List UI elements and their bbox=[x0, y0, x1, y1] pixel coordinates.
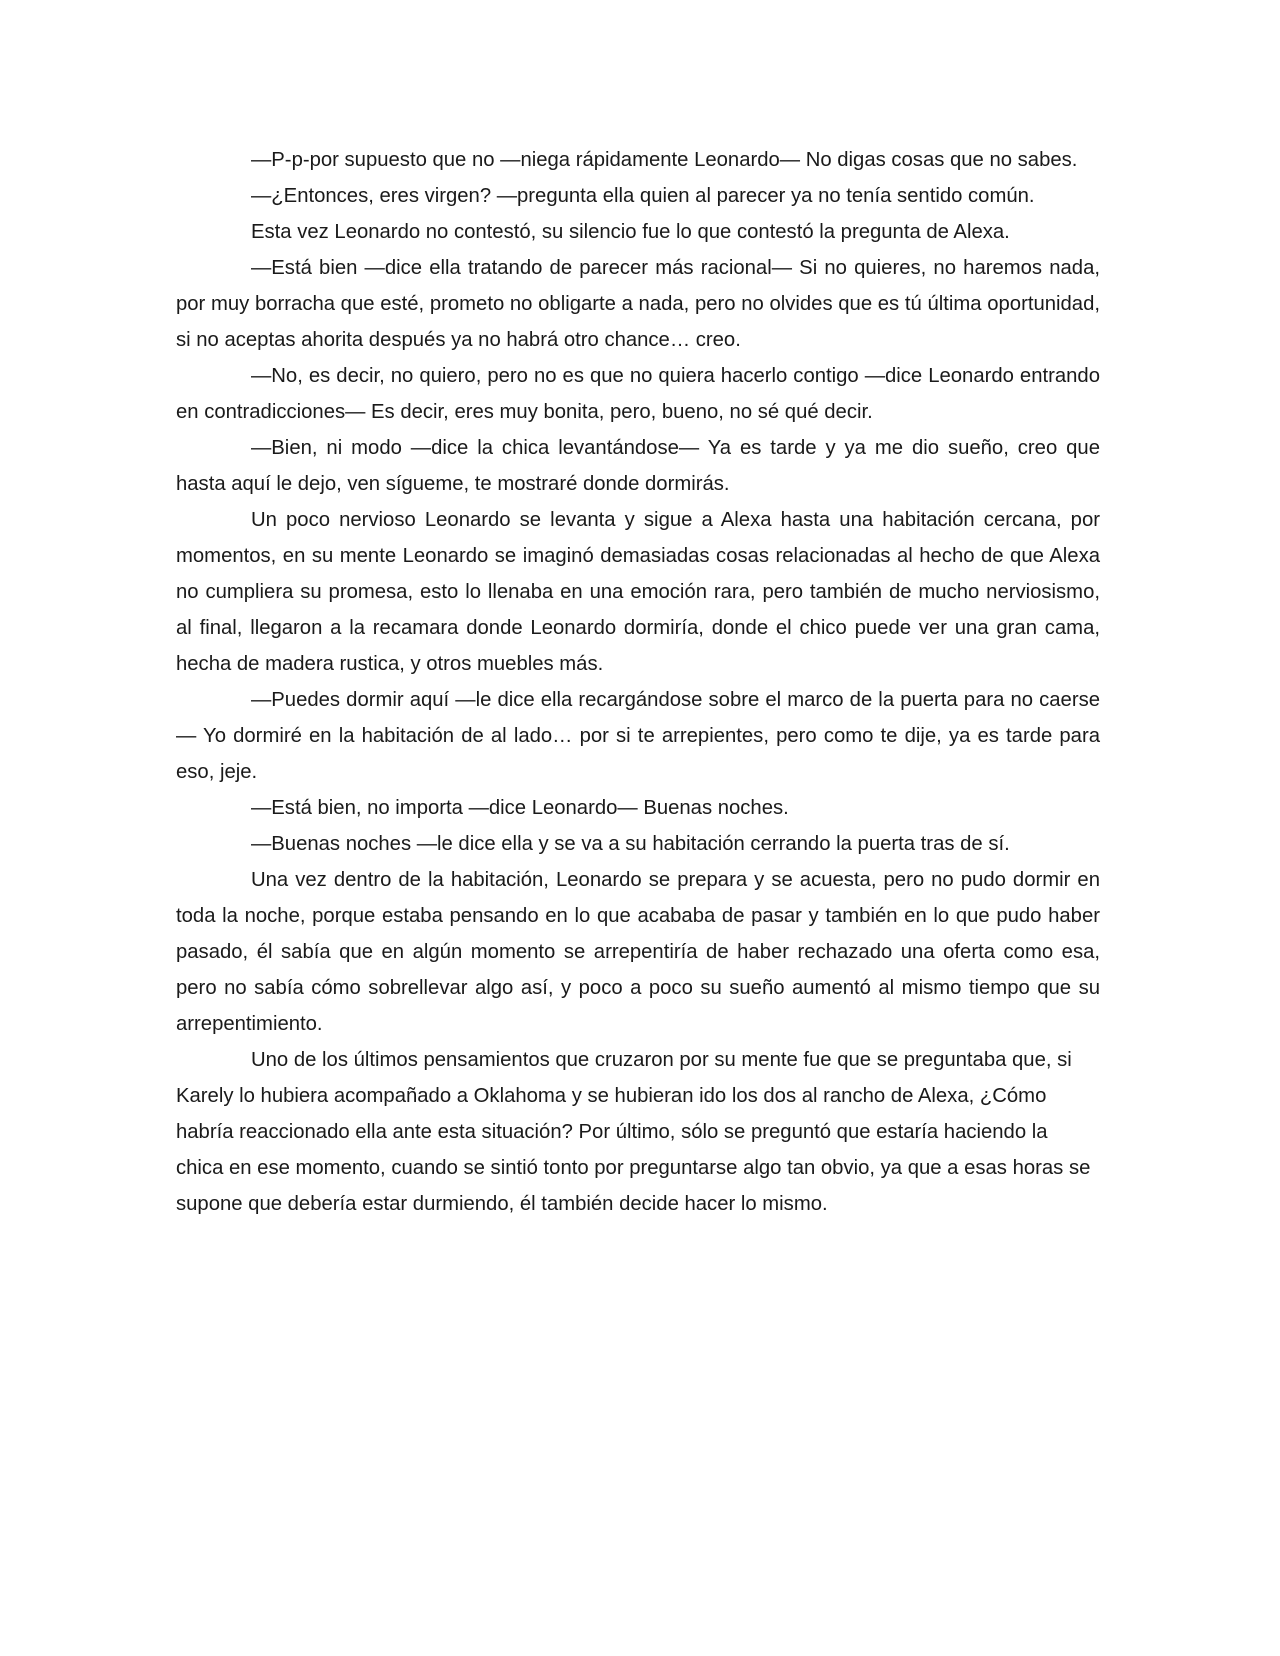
paragraph: Una vez dentro de la habitación, Leonardo se prepara y se acuesta, pero no pudo dormir en toda la noche, porque estaba pensando en lo que acababa de pasar y también en lo que pudo haber pasado, él sabía que en algún momento se arrepentiría de haber rechazado una oferta como esa, pero no sabía cómo sobrellevar algo así, y poco a poco su sueño aumentó al mismo tiempo que su arrepentimiento. bbox=[176, 869, 1100, 1035]
paragraph: —Está bien —dice ella tratando de parecer más racional— Si no quieres, no haremos nada, por muy borracha que esté, prometo no obligarte a nada, pero no olvides que es tú última oportunidad, si no aceptas ahorita después ya no habrá otro chance… creo. bbox=[176, 257, 1100, 351]
paragraph: —Está bien, no importa —dice Leonardo— Buenas noches. bbox=[251, 797, 789, 819]
paragraph: —P-p-por supuesto que no —niega rápidamente Leonardo— No digas cosas que no sabes. bbox=[251, 149, 1078, 171]
paragraph: —Bien, ni modo —dice la chica levantándose— Ya es tarde y ya me dio sueño, creo que hasta aquí le dejo, ven sígueme, te mostraré donde dormirás. bbox=[176, 437, 1100, 495]
paragraph: —Puedes dormir aquí —le dice ella recargándose sobre el marco de la puerta para no caerse— Yo dormiré en la habitación de al lado… por si te arrepientes, pero como te dije, ya es tarde para eso, jeje. bbox=[176, 689, 1100, 783]
paragraph: —¿Entonces, eres virgen? —pregunta ella quien al parecer ya no tenía sentido común. bbox=[251, 185, 1035, 207]
paragraph: —No, es decir, no quiero, pero no es que no quiera hacerlo contigo —dice Leonardo entrando en contradicciones— Es decir, eres muy bonita, pero, bueno, no sé qué decir. bbox=[176, 365, 1100, 423]
paragraph: Un poco nervioso Leonardo se levanta y sigue a Alexa hasta una habitación cercana, por momentos, en su mente Leonardo se imaginó demasiadas cosas relacionadas al hecho de que Alexa no cumpliera su promesa, esto lo llenaba en una emoción rara, pero también de mucho nerviosismo, al final, llegaron a la recamara donde Leonardo dormiría, donde el chico puede ver una gran cama, hecha de madera rustica, y otros muebles más. bbox=[176, 509, 1100, 675]
paragraph: Esta vez Leonardo no contestó, su silencio fue lo que contestó la pregunta de Alexa. bbox=[251, 221, 1010, 243]
paragraph: —Buenas noches —le dice ella y se va a su habitación cerrando la puerta tras de sí. bbox=[251, 833, 1010, 855]
paragraph: Uno de los últimos pensamientos que cruzaron por su mente fue que se preguntaba que, si Karely lo hubiera acompañado a Oklahoma y se hubieran ido los dos al rancho de Alexa, ¿Cómo habría reaccionado ella ante esta situación? Por último, sólo se preguntó que estaría haciendo la chica en ese momento, cuando se sintió tonto por preguntarse algo tan obvio, ya que a esas horas se supone que debería estar durmiendo, él también decide hacer lo mismo. bbox=[176, 1049, 1091, 1215]
body-text bbox=[176, 142, 1100, 1222]
